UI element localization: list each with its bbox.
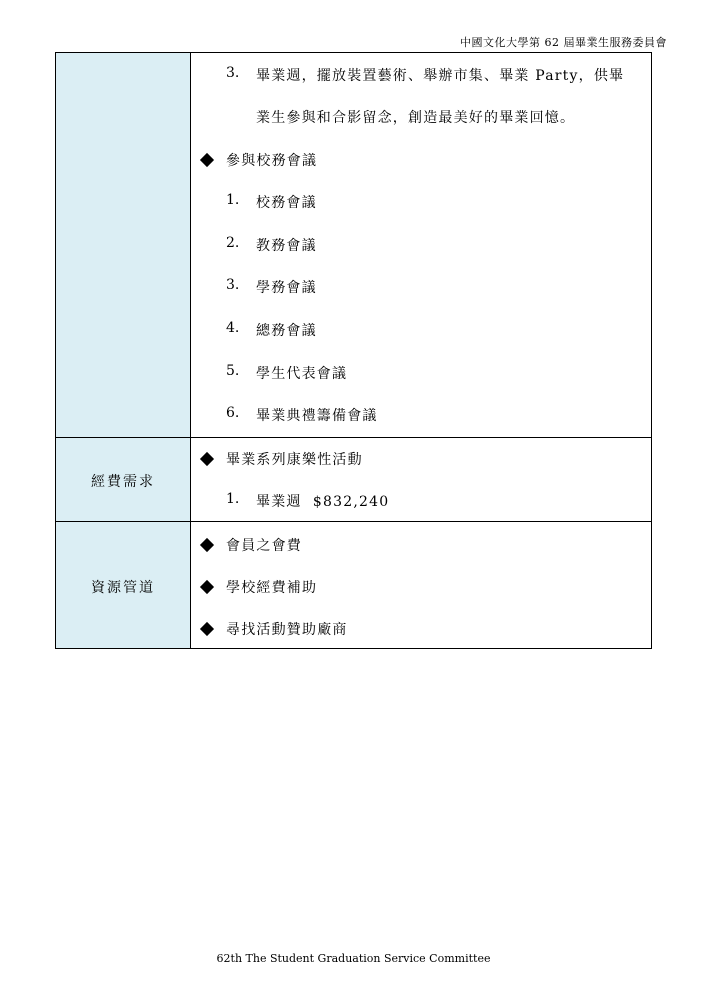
resources-label: 資源管道 xyxy=(91,580,155,596)
meeting-label: 學生代表會議 xyxy=(256,366,348,382)
bullet-heading: 參與校務會議 xyxy=(226,153,318,169)
label-column xyxy=(56,53,191,648)
diamond-bullet-icon xyxy=(200,622,214,636)
meeting-number: 2. xyxy=(226,235,240,251)
meeting-label: 校務會議 xyxy=(256,195,317,211)
meeting-label: 總務會議 xyxy=(256,323,317,339)
item-number: 3. xyxy=(226,65,240,81)
funding-bullet: 畢業系列康樂性活動 xyxy=(226,452,363,468)
page-footer: 62th The Student Graduation Service Committee xyxy=(216,952,491,965)
resource-item: 尋找活動贊助廠商 xyxy=(226,622,348,638)
meeting-number: 5. xyxy=(226,363,240,379)
plan-table xyxy=(55,52,652,649)
row-divider xyxy=(56,437,651,438)
meeting-number: 4. xyxy=(226,320,240,336)
funding-item-number: 1. xyxy=(226,491,240,507)
item-text: 業生參與和合影留念，創造最美好的畢業回憶。 xyxy=(256,110,576,126)
funding-item-text: 畢業週 $832,240 xyxy=(256,494,390,510)
funding-label: 經費需求 xyxy=(91,474,155,490)
item-text: 畢業週，擺放裝置藝術、舉辦市集、畢業 Party，供畢 xyxy=(256,68,625,84)
page-header: 中國文化大學第 62 屆畢業生服務委員會 xyxy=(460,36,667,49)
resource-item: 學校經費補助 xyxy=(226,580,318,596)
meeting-number: 6. xyxy=(226,405,240,421)
meeting-label: 畢業典禮籌備會議 xyxy=(256,408,378,424)
row-divider xyxy=(56,521,651,522)
diamond-bullet-icon xyxy=(200,153,214,167)
diamond-bullet-icon xyxy=(200,538,214,552)
diamond-bullet-icon xyxy=(200,580,214,594)
diamond-bullet-icon xyxy=(200,452,214,466)
resource-item: 會員之會費 xyxy=(226,538,302,554)
meeting-number: 1. xyxy=(226,192,240,208)
meeting-number: 3. xyxy=(226,277,240,293)
meeting-label: 教務會議 xyxy=(256,238,317,254)
meeting-label: 學務會議 xyxy=(256,280,317,296)
